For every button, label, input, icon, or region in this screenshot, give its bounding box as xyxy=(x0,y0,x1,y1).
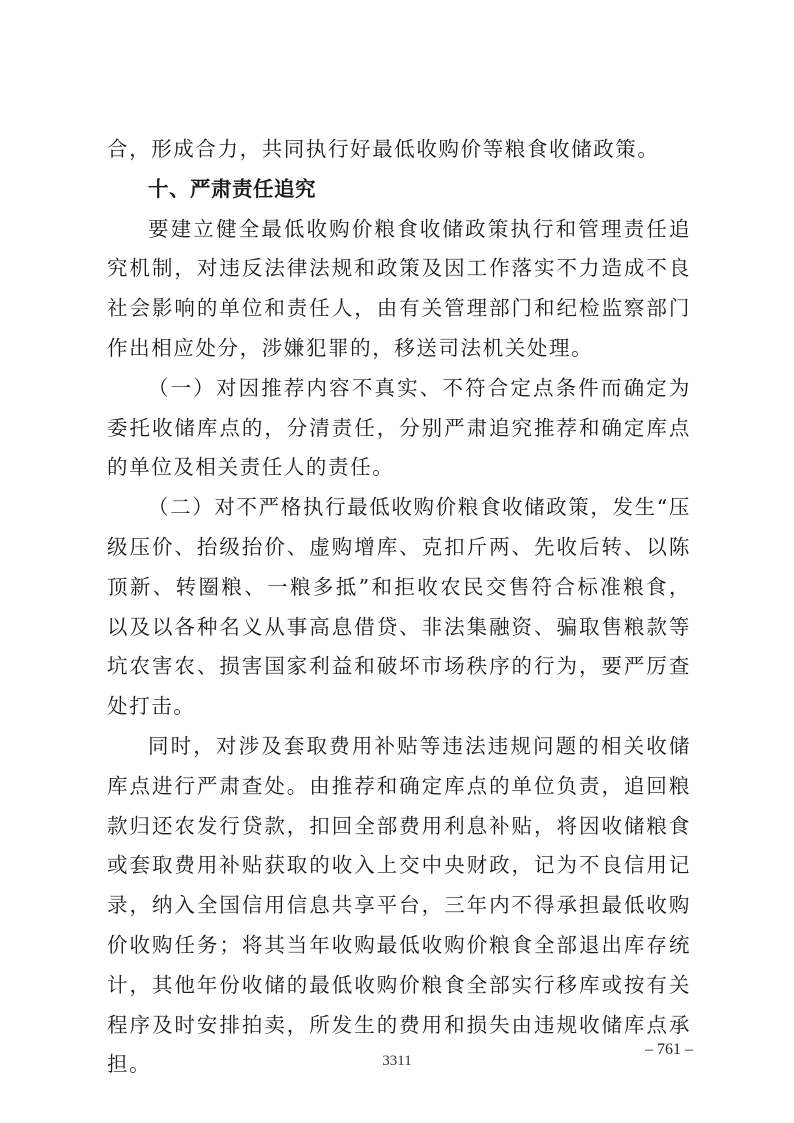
section-heading: 十、严肃责任追究 xyxy=(148,176,316,201)
page-number-center: 3311 xyxy=(382,1053,412,1069)
paragraph-item-one: （一）对因推荐内容不真实、不符合定点条件而确定为委托收储库点的，分清责任，分别严肃追究推荐和确定库点的单位及相关责任人的责任。 xyxy=(107,375,691,480)
paragraph-item-two: （二）对不严格执行最低收购价粮食收储政策，发生“压级压价、抬级抬价、虚购增库、克扣斤两、先收后转、以陈顶新、转圈粮、一粮多抵”和拒收农民交售符合标准粮食，以及以各种名义从事高息借贷、非法集融资、骗取售粮款等坑农害农、损害国家利益和破坏市场秩序的行为，要严厉查处打击。 xyxy=(107,495,691,719)
document-body xyxy=(107,130,691,1085)
paragraph-penalties: 同时，对涉及套取费用补贴等违法违规问题的相关收储库点进行严肃查处。由推荐和确定库点的单位负责，追回粮款归还农发行贷款，扣回全部费用利息补贴，将因收储粮食或套取费用补贴获取的收入上交中央财政，记为不良信用记录，纳入全国信用信息共享平台，三年内不得承担最低收购价收购任务；将其当年收购最低收购价粮食全部退出库存统计，其他年份收储的最低收购价粮食全部实行移库或按有关程序及时安排拍卖，所发生的费用和损失由违规收储库点承担。 xyxy=(107,733,691,1077)
page-number-right: – 761 – xyxy=(645,1041,693,1058)
paragraph-continuation: 合，形成合力，共同执行好最低收购价等粮食收储政策。 xyxy=(107,137,660,161)
paragraph-accountability-mechanism: 要建立健全最低收购价粮食收储政策执行和管理责任追究机制，对违反法律法规和政策及因工作落实不力造成不良社会影响的单位和责任人，由有关管理部门和纪检监察部门作出相应处分，涉嫌犯罪的，移送司法机关处理。 xyxy=(107,216,691,360)
